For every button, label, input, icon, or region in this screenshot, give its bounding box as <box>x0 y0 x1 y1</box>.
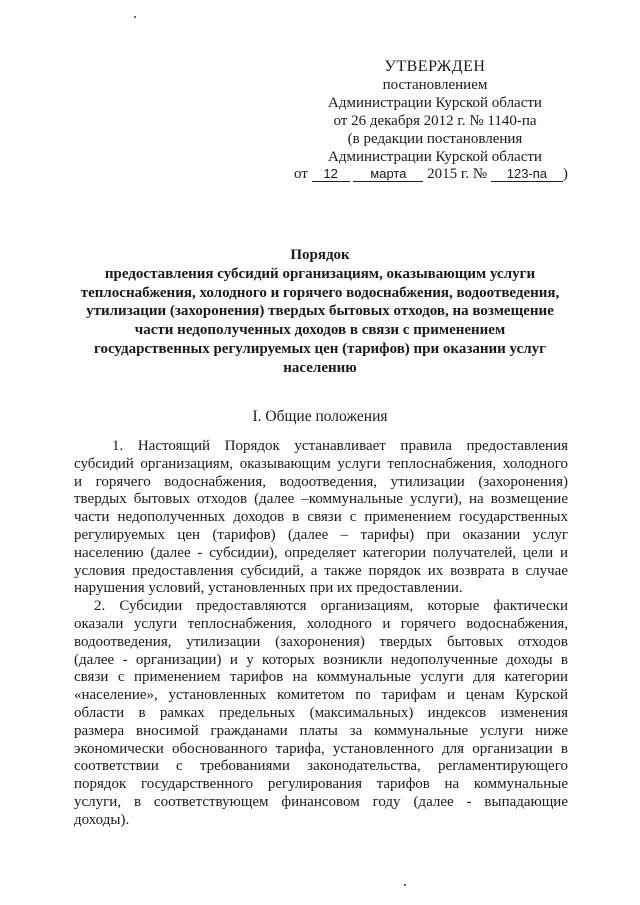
title-heading: Порядок <box>290 247 350 263</box>
paragraph-line: твердых бытовых отходов (далее –коммунальные услуги), на возмещение <box>74 491 568 508</box>
scan-speck <box>134 16 136 18</box>
paragraph-line: экономически обоснованного тарифа, установленного для организации в <box>74 740 568 757</box>
amendment-prefix: от <box>294 166 308 182</box>
paragraph-line: порядок государственного регулирования тарифов на коммунальные <box>74 776 568 793</box>
paragraph-line: населению (далее - субсидии), определяет категории получателей, цели и <box>74 544 568 561</box>
paragraph-line: части недополученных доходов в связи с применением государственных <box>74 509 568 526</box>
approval-line: Администрации Курской области <box>328 95 542 111</box>
paragraph-line: связи с применением тарифов на коммунальные услуги для категории <box>74 669 568 686</box>
title-line: теплоснабжения, холодного и горячего водоснабжения, водоотведения, <box>80 284 560 301</box>
paragraph-line: размера вносимой гражданами платы за коммунальные услуги ниже <box>74 722 568 739</box>
paragraph-1 <box>74 438 568 598</box>
paragraph-line: субсидий организациям, оказывающим услуги теплоснабжения, холодного <box>74 455 568 472</box>
section-heading: I. Общие положения <box>252 408 388 425</box>
paragraph-line: и горячего водоснабжения, водоотведения, утилизации (захоронения) <box>74 473 568 490</box>
amendment-suffix: ) <box>562 166 568 182</box>
paragraph-line: 2. Субсидии предоставляются организациям, которые фактически <box>94 598 568 615</box>
amendment-day-field: 12 <box>312 167 350 182</box>
approval-line: от 26 декабря 2012 г. № 1140-па <box>333 113 537 129</box>
paragraph-line: оказали услуги теплоснабжения, холодного и горячего водоснабжения, <box>74 615 568 632</box>
approval-block <box>290 58 580 166</box>
approval-line: (в редакции постановления <box>347 131 523 147</box>
paragraph-line: 1. Настоящий Порядок устанавливает правила предоставления <box>112 438 568 454</box>
paragraph-line: регулируемых цен (тарифов) (далее – тарифы) при оказании услуг <box>74 526 568 543</box>
title-line: населению <box>283 359 357 376</box>
paragraph-line: области в рамках предельных (максимальных) индексов изменения <box>74 704 568 721</box>
title-line: части недополученных доходов в связи с применением <box>134 322 506 339</box>
amendment-date-line <box>294 166 594 183</box>
approval-heading: УТВЕРЖДЕН <box>384 58 486 75</box>
paragraph-line: нарушения условий, установленных при их предоставлении. <box>74 580 463 597</box>
approval-line: Администрации Курской области <box>328 149 542 165</box>
paragraph-2 <box>74 598 568 829</box>
paragraph-line: доходы). <box>74 811 130 828</box>
approval-line: постановлением <box>382 77 488 93</box>
paragraph-line: условия предоставления субсидий, а также порядок их возврата в случае <box>74 562 568 579</box>
amendment-number-field: 123-па <box>491 167 563 182</box>
paragraph-line: водоотведения, утилизации (захоронения) твердых бытовых отходов <box>74 633 568 650</box>
document-body <box>74 438 568 830</box>
title-line: утилизации (захоронения) твердых бытовых отходов, на возмещение <box>86 303 554 320</box>
paragraph-line: (далее - организации) и у которых возникли недополученные доходы в <box>74 651 568 668</box>
title-line: предоставления субсидий организациям, оказывающим услуги <box>104 265 536 282</box>
amendment-year-text: 2015 г. № <box>427 166 488 182</box>
paragraph-line: услуги, в соответствующем финансовом году (далее - выпадающие <box>74 793 568 810</box>
paragraph-line: «население», установленных комитетом по тарифам и ценам Курской <box>74 687 568 704</box>
scan-speck <box>404 884 406 886</box>
paragraph-line: соответствии с требованиями законодательства, регламентирующего <box>74 758 568 775</box>
document-title <box>64 246 576 378</box>
title-line: государственных регулируемых цен (тарифов) при оказании услуг <box>94 340 546 357</box>
amendment-month-field: марта <box>353 167 423 182</box>
